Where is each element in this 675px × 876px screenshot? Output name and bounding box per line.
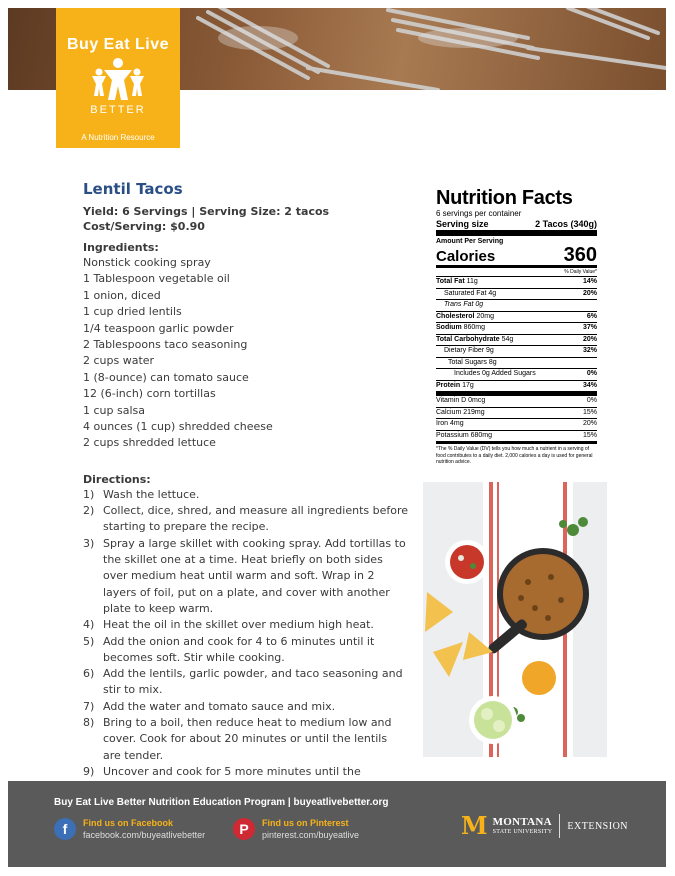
ingredient-item: 1 cup salsa xyxy=(83,403,145,417)
nutrient-row xyxy=(436,358,597,370)
ingredient-item: 1 cup dried lentils xyxy=(83,305,182,319)
vitamin-amount: Potassium 680mg xyxy=(436,431,493,439)
vitamin-amount: Calcium 219mg xyxy=(436,408,485,416)
nutrient-row xyxy=(436,346,597,358)
direction-step xyxy=(83,699,408,715)
nutrient-dv: 37% xyxy=(582,324,597,331)
step-number: 8) xyxy=(83,716,95,730)
ingredient-item: 2 cups shredded lettuce xyxy=(83,436,216,450)
direction-step xyxy=(83,536,408,617)
nutrient-name: Total Fat xyxy=(436,278,465,285)
nutrient-name: Cholesterol xyxy=(436,312,475,320)
calories-label: Calories xyxy=(436,248,496,265)
nutrient-row xyxy=(436,381,597,397)
serving-size-value: 2 Tacos (340g) xyxy=(535,219,597,229)
nutrient-dv: 34% xyxy=(582,381,597,389)
step-number: 2) xyxy=(83,504,95,518)
nutrient-name: Total Carbohydrate xyxy=(436,335,500,343)
step-text: Collect, dice, shred, and measure all ingredients before starting to prepare the recipe. xyxy=(103,504,409,534)
directions-list xyxy=(83,487,408,780)
ingredient-item: 2 Tablespoons taco seasoning xyxy=(83,338,248,352)
footer xyxy=(8,781,666,867)
ingredients-heading: Ingredients: xyxy=(83,241,159,254)
direction-step xyxy=(83,634,408,667)
direction-step xyxy=(83,617,408,633)
step-number: 4) xyxy=(83,618,95,632)
logo-subtitle: A Nutrition Resource xyxy=(81,133,155,142)
people-figures-icon xyxy=(90,56,146,102)
step-text: Spray a large skillet with cooking spray. Add tortillas to the skillet one at a time. Heat briefly on both sides over medium heat until warm and soft. Wrap in 2 layers of foil, put on a plate, and cover with another plate to keep warm. xyxy=(103,536,406,615)
university-sub: STATE UNIVERSITY xyxy=(492,829,553,835)
nutrient-amount: 20mg xyxy=(474,312,494,320)
nutrient-row xyxy=(436,312,597,324)
nutrient-name: Protein xyxy=(436,381,461,389)
ingredient-item: 1 Tablespoon vegetable oil xyxy=(83,272,230,286)
nutrient-dv: 20% xyxy=(582,289,597,297)
vitamin-row xyxy=(436,419,597,431)
msu-m-icon: M xyxy=(461,811,488,840)
facebook-url: facebook.com/buyeatlivebetter xyxy=(83,830,206,840)
serving-size-row xyxy=(436,219,597,236)
daily-value-footnote: *The % Daily Value (DV) tells you how much a nutrient in a serving of food contributes to a daily diet. 2,000 calories a day is used for general nutrition advice. xyxy=(436,446,593,465)
direction-step xyxy=(83,715,408,764)
nutrient-amount: 17g xyxy=(460,381,474,389)
nutrient-amount: Dietary Fiber 9g xyxy=(444,347,494,354)
calories-value: 360 xyxy=(563,244,597,266)
nutrient-name: Sodium xyxy=(436,324,462,331)
step-number: 7) xyxy=(83,699,95,713)
serving-size-label: Serving size xyxy=(436,219,489,229)
ingredient-item: 1/4 teaspoon garlic powder xyxy=(83,321,234,335)
direction-step xyxy=(83,503,408,536)
ingredients-list xyxy=(83,255,408,452)
pinterest-link[interactable] xyxy=(233,818,359,841)
nutrient-amount: Trans Fat 0g xyxy=(444,301,484,308)
nutrient-row xyxy=(436,289,597,301)
vitamin-row xyxy=(436,408,597,420)
nutrient-dv: 0% xyxy=(586,370,597,377)
nutrient-dv: 20% xyxy=(582,335,597,343)
buy-eat-live-better-logo xyxy=(56,8,180,148)
ingredient-item: Nonstick cooking spray xyxy=(83,256,211,269)
calories-row xyxy=(436,245,597,268)
ingredient-item: 1 onion, diced xyxy=(83,288,161,302)
step-number: 1) xyxy=(83,487,95,501)
recipe-content xyxy=(83,180,408,780)
ingredient-item: 1 (8-ounce) can tomato sauce xyxy=(83,370,249,384)
step-text: Add the water and tomato sauce and mix. xyxy=(103,699,336,713)
step-number: 6) xyxy=(83,667,95,681)
pinterest-title: Find us on Pinterest xyxy=(262,818,349,828)
nutrient-row xyxy=(436,369,597,381)
step-text: Uncover and cook for 5 more minutes until the xyxy=(103,764,361,778)
nutrient-amount: Saturated Fat 4g xyxy=(444,289,497,297)
logo-better-text: BETTER xyxy=(90,104,146,116)
nutrient-row xyxy=(436,335,597,347)
vitamin-dv: 15% xyxy=(582,431,597,439)
amount-per-serving: Amount Per Serving xyxy=(436,238,504,245)
nutrient-amount: 54g xyxy=(499,335,514,343)
step-text: Add the onion and cook for 4 to 6 minutes until it becomes soft. Stir while cooking. xyxy=(103,634,375,664)
nutrient-amount: 860mg xyxy=(461,324,486,331)
lentil-tacos-photo xyxy=(423,482,607,757)
step-text: Add the lentils, garlic powder, and taco seasoning and stir to mix. xyxy=(103,667,403,697)
facebook-link[interactable] xyxy=(54,818,205,841)
step-number: 3) xyxy=(83,536,95,550)
vitamin-dv: 0% xyxy=(586,397,597,404)
step-number: 9) xyxy=(83,764,95,778)
nutrition-facts-label xyxy=(436,187,597,466)
servings-per-container: 6 servings per container xyxy=(436,209,522,218)
nutrient-dv: 14% xyxy=(582,278,597,285)
recipe-title: Lentil Tacos xyxy=(83,180,183,198)
directions-heading: Directions: xyxy=(83,472,151,486)
vitamin-row xyxy=(436,396,597,408)
university-name: MONTANA xyxy=(492,816,552,828)
extension-label: EXTENSION xyxy=(567,820,629,832)
ingredient-item: 2 cups water xyxy=(83,354,155,368)
recipe-cost: Cost/Serving: $0.90 xyxy=(83,220,205,233)
nutrient-amount: Total Sugars 8g xyxy=(448,358,497,366)
ingredient-item: 12 (6-inch) corn tortillas xyxy=(83,387,216,401)
direction-step xyxy=(83,764,408,780)
nutrition-facts-title: Nutrition Facts xyxy=(436,187,573,209)
nutrient-row xyxy=(436,323,597,335)
facebook-title: Find us on Facebook xyxy=(83,818,174,828)
logo-wordmark: Buy Eat Live xyxy=(66,36,170,53)
msu-extension-logo xyxy=(461,811,629,840)
direction-step xyxy=(83,666,408,699)
step-number: 5) xyxy=(83,634,95,648)
vitamin-amount: Iron 4mg xyxy=(436,420,464,427)
nutrient-dv: 6% xyxy=(586,312,597,320)
ingredient-item: 4 ounces (1 cup) shredded cheese xyxy=(83,420,273,434)
logo-divider xyxy=(559,814,560,838)
pinterest-icon: P xyxy=(233,818,255,840)
program-line: Buy Eat Live Better Nutrition Education Program | buyeatlivebetter.org xyxy=(54,797,389,808)
direction-step xyxy=(83,487,408,503)
pinterest-url: pinterest.com/buyeatlive xyxy=(262,830,360,840)
vitamin-amount: Vitamin D 0mcg xyxy=(436,397,486,404)
step-text: Heat the oil in the skillet over medium high heat. xyxy=(103,618,374,632)
recipe-yield: Yield: 6 Servings | Serving Size: 2 tacos xyxy=(83,205,330,218)
food-illustration xyxy=(423,482,607,757)
nutrient-amount: 11g xyxy=(464,278,478,285)
facebook-icon: f xyxy=(54,818,76,840)
vitamin-row xyxy=(436,431,597,445)
vitamin-dv: 20% xyxy=(582,420,597,427)
step-text: Bring to a boil, then reduce heat to medium low and cover. Cook for about 20 minutes or until the lentils are tender. xyxy=(103,716,392,762)
step-text: Wash the lettuce. xyxy=(103,487,200,501)
nutrient-amount: Includes 0g Added Sugars xyxy=(454,370,536,377)
nutrient-row xyxy=(436,277,597,289)
vitamin-dv: 15% xyxy=(582,408,597,416)
nutrient-row xyxy=(436,300,597,312)
nutrient-dv: 32% xyxy=(582,347,597,354)
daily-value-header: % Daily Value* xyxy=(436,268,597,277)
